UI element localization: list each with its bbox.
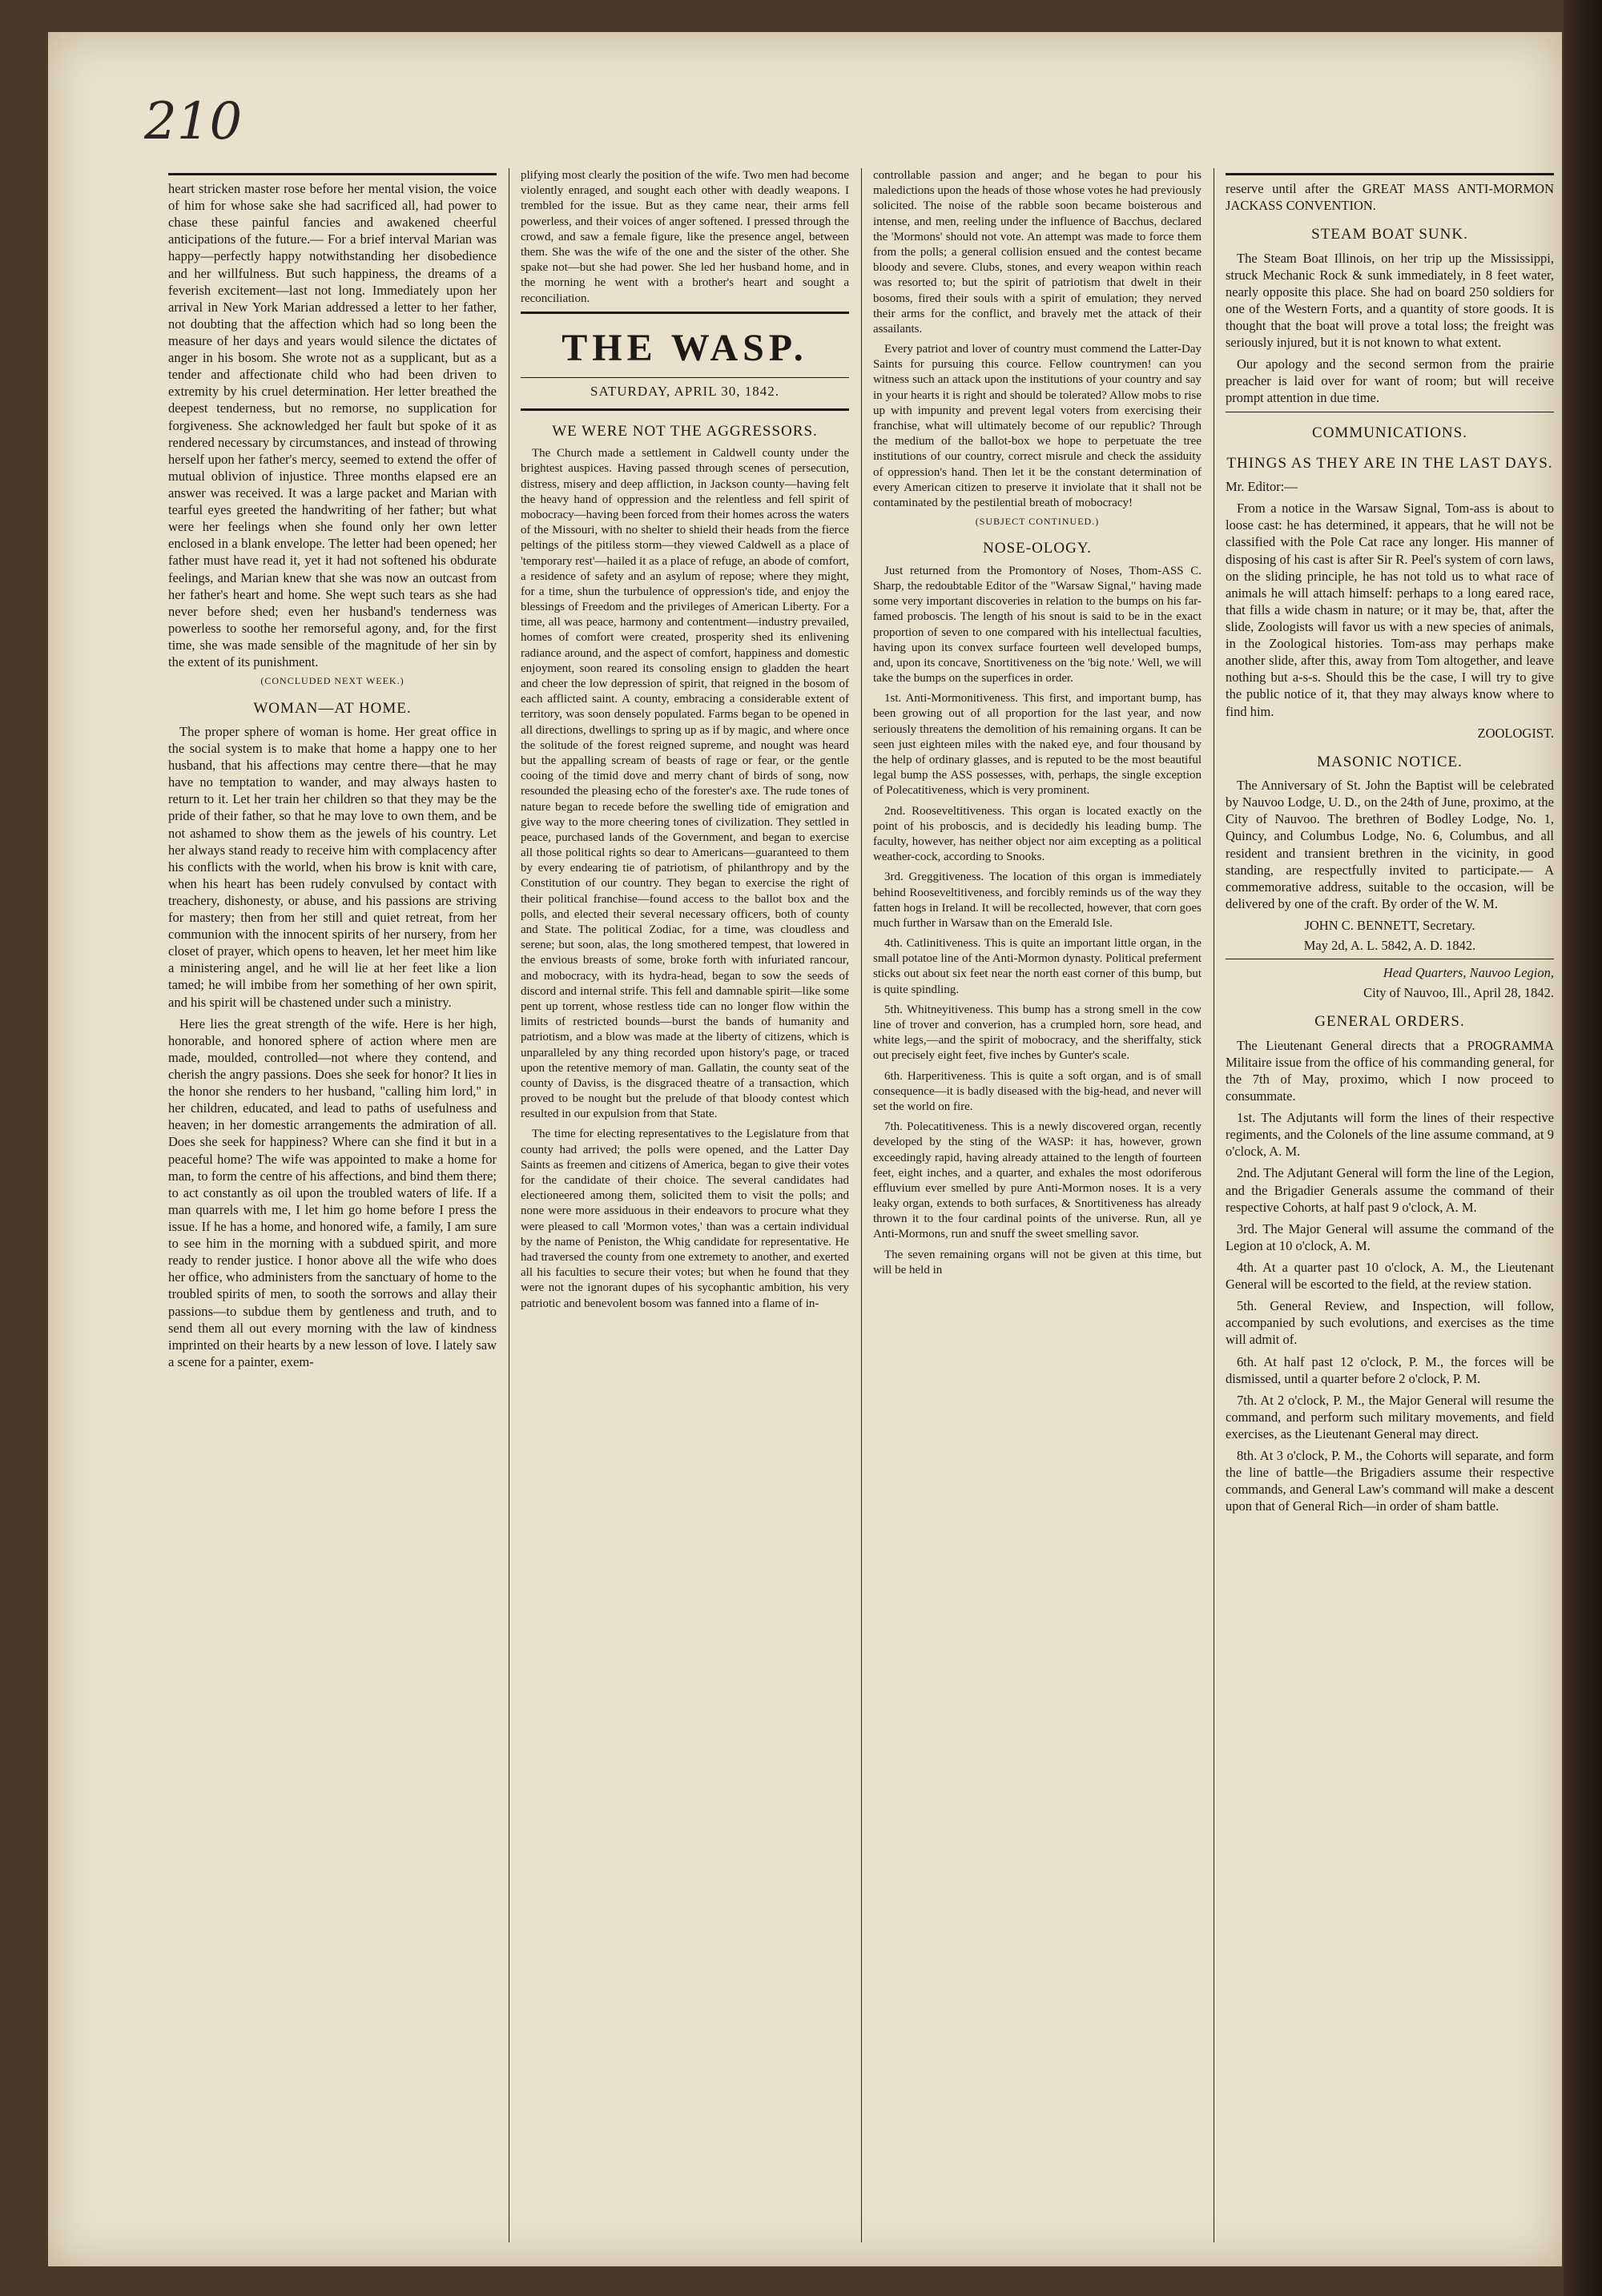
masthead: THE WASP. <box>562 326 808 369</box>
dateline: SATURDAY, APRIL 30, 1842. <box>590 384 779 400</box>
masonic-date: May 2d, A. L. 5842, A. D. 1842. <box>1303 938 1476 954</box>
aggressors-paragraph: Every patriot and lover of country must commend the Latter-Day Saints for pursuing this cource. Fellow countrymen! can you witness such an attack upon the institutions of your country and say in your hearts it is right and should be tolerated? Allow mobs to rise up with impunity and prevent legal voters from exercising their franchise, what will ultimately become of our republic? Through the medium of the ballot-box we hope to perpetuate the tree institutions of our country, correct misrule and check the assiduity of oppression's hand. Then let it be the constant determination of every American citizen to preserve it inviolate that it shall not be contaminated by the pestilential breath of mobocracy! <box>873 343 1202 509</box>
column-1 <box>168 168 497 2242</box>
nose-continued: reserve until after the GREAT MASS ANTI-MORMON JACKASS CONVENTION. <box>1226 181 1554 214</box>
top-rule <box>168 173 497 175</box>
nose-paragraph: 1st. Anti-Mormonitiveness. This first, and important bump, has been growing out of all proportion for the last year, and now seriously threatens the demolition of his remaining organs. It can be seen just eighteen miles with the naked eye, and four thousand by the help of ordinary glasses, and is reputed to be the most beautiful legal bump the ASS possesses, with, perhaps, the single exception of Polecatitiveness, which is very prominent. <box>873 692 1202 798</box>
aggressors-heading: WE WERE NOT THE AGGRESSORS. <box>552 422 818 440</box>
nose-ology-heading: NOSE-OLOGY. <box>983 540 1092 557</box>
hq-line: Head Quarters, Nauvoo Legion, <box>1383 965 1554 981</box>
orders-paragraph: 3rd. The Major General will assume the command of the Legion at 10 o'clock, A. M. <box>1226 1220 1554 1253</box>
woman-paragraph: Here lies the great strength of the wife. Here is her high, honorable, and honored sphere of action where men are made, moulded, controlled—not where they contend, and cherish the angry passions. Does she seek for honor? It lies in the honor she renders to her husband, "calling him lord," in her children, educated, and lead to paths of usefulness and heaven; in her domestic arrangements the admiration of all. Does she seek for happiness? Where can she find it but in a peaceful home? The wife was appointed to make a home for man, to form the centre of his affections, and bind them there; to act constantly as oil upon the troubled waters of life. If a man quarrels with me, I let him go home before I press the issue. If he has a home, and honored wife, a family, I am sure to see him in the morning with a subdued spirit, and more ready to render justice. I honor above all the wife who does her office, who administers from the sanctuary of home to the troubled spirits of men, to sooth the sorrows and allay their passions—to subdue them by gentleness and truth, and to send them all out every morning with the law of kindness imprinted on their hearts by a new lesson of love. I lately saw a scene for a painter, exem- <box>168 1015 497 1369</box>
masonic-heading: MASONIC NOTICE. <box>1317 753 1463 770</box>
columns <box>168 168 1554 2242</box>
column-2 <box>521 168 849 2242</box>
aggressors-continued: controllable passion and anger; and he began to pour his maledictions upon the heads of those whose votes he had previously solicited. The noise of the rabble soon became boisterous and intense, and men, reeling under the influence of Bacchus, declared the 'Mormons' should not vote. An attempt was made to force them from the polls; a general collision ensued and the contest became bloody and severe. Clubs, stones, and every weapon within reach was resorted to; but the spirit of patriotism that dwelt in their bosoms, fired their souls with a spirit of emulation; they nerved their arms for the conflict, and bravely met the attack of their assailants. <box>873 169 1202 336</box>
orders-paragraph: 4th. At a quarter past 10 o'clock, A. M., the Lieutenant General will be escorted to the field, at the review station. <box>1226 1260 1554 1293</box>
general-orders-heading: GENERAL ORDERS. <box>1314 1013 1465 1031</box>
salutation: Mr. Editor:— <box>1226 479 1298 495</box>
masthead-rule <box>521 377 849 378</box>
steam-boat-paragraph: The Steam Boat Illinois, on her trip up the Mississippi, struck Mechanic Rock & sunk immediately, in 8 feet water, nearly opposite this place. She had on board 250 soldiers for one of the Western Forts, and a quantity of store goods. It is thought that the boat will prove a total loss; the freight was seriously injured, but it is not known to what extent. <box>1226 250 1554 351</box>
nose-paragraph: 2nd. Rooseveltitiveness. This organ is located exactly on the point of his proboscis, and is decidedly his leading bump. The faculty, however, has neither object nor aim excepting as a political weather-cock, according to Snooks. <box>873 804 1202 864</box>
column-3 <box>873 168 1202 2242</box>
woman-at-home-heading: WOMAN—AT HOME. <box>253 699 412 717</box>
concluded-note: (CONCLUDED NEXT WEEK.) <box>260 675 405 687</box>
nose-paragraph: The seven remaining organs will not be given at this time, but will be held in <box>873 1248 1202 1277</box>
orders-paragraph: 5th. General Review, and Inspection, will follow, accompanied by such evolutions, and exercises as the time will admit of. <box>1226 1298 1554 1348</box>
nose-paragraph: Just returned from the Promontory of Noses, Thom-ASS C. Sharp, the redoubtable Editor of the "Warsaw Signal," having made some very important discoveries in relation to the bumps on his far-famed proboscis. The length of his snout is said to be in the exact proportion of seven to one compared with his intellectual faculties, having upon its convex surface fourteen well developed bumps, and, upon its concave, Snortitiveness on the 'big note.' Well, we will take the bumps on the superfices in order. <box>873 564 1202 686</box>
book-binding-edge <box>1564 0 1602 2296</box>
column-rule <box>861 168 862 2242</box>
steam-boat-heading: STEAM BOAT SUNK. <box>1311 226 1468 243</box>
woman-paragraph: The proper sphere of woman is home. Her great office in the social system is to make that home a happy one to her husband, that his affections may centre there—that he may have no temptation to wander, and may always hasten to return to it. Let her train her children so that they may be the pride of their father, so that he may love to own them, and be not ashamed to show them as the jewels of his country. Let her always stand ready to receive him with complacency after his conflicts with the world, when his brow is knit with care, when his heart has been rudely convulsed by contact with treachery, dishonesty, or abuse, and his passions are striving for mastery; then from her still and quiet retreat, from her communion with the innocent spirits of her nursery, from her closet of prayer, which opens to heaven, let her meet him like a ministering angel, and he will lie at her feet like a lion tamed; he will imbibe from her something of her own spirit, and his spirit will be chastened under such a ministry. <box>168 723 497 1010</box>
zoologist-signature: ZOOLOGIST. <box>1477 725 1554 741</box>
orders-paragraph: 8th. At 3 o'clock, P. M., the Cohorts will separate, and form the line of battle—the Brigadiers assume their respective commands, and General Law's command will make a descent upon that of General Rich—in order of sham battle. <box>1226 1448 1554 1514</box>
nose-paragraph: 5th. Whitneyitiveness. This bump has a strong smell in the cow line of trover and converion, has a crumpled horn, sore head, and white legs,—and the spirit of mobocracy, and the sheriffalty, stick out precisely eight feet, five inches by Gunter's scale. <box>873 1003 1202 1063</box>
page-number: 210 <box>144 92 243 151</box>
story-conclusion: heart stricken master rose before her mental vision, the voice of him for whose sake she had sacrificed all, had power to chase these painful fancies and awakened cheerful anticipations of the future.— For a brief interval Marian was happy—perfectly happy notwithstanding her disobedience and her willfulness. But such happiness, the dreams of a feverish excitement—last not long. Immediately upon her arrival in New York Marian addressed a letter to her father, not doubting that the affection which had so long been the measure of her days and years would silence the dictates of anger in his bosom. She wrote not as a supplicant, but as a tender and affectionate child who had been driven to extremity by his cruel determination. Her letter breathed the deepest tenderness, but no remorse, no supplication for forgiveness. She acknowledged her fault but spoke of it as rendered necessary by circumstances, and instead of throwing herself upon her father's mercy, seemed to extend the offer of mutual oblivion of injustice. Three months elapsed ere an answer was received. It was a large packet and Marian with tearful eyes greeted the handwriting of her father; but what were her feelings when she found only her own letter enclosed in a blank envelope. The letter had been opened; her father must have read it, yet it had not softened his obdurate feelings, and Marian knew that she was now an outcast from her father's heart and home. She wept such tears as she had never before shed; even her husband's tenderness was powerless to soothe her remorseful agony, and, for the first time, she was made sensible of the magnitude of her sin by the extent of its punishment. <box>168 181 497 670</box>
masonic-signature: JOHN C. BENNETT, Secretary. <box>1304 917 1475 933</box>
nose-paragraph: 7th. Polecatitiveness. This is a newly discovered organ, recently developed by the sting of the WASP: it has, however, grown exceedingly rapid, having already attained to the length of fourteen feet, eight inches, and a quarter, and exhales the most odoriferous effluvium ever smelled by pure Anti-Mormon noses. It is a very leaky organ, extends to both surfaces, & Snortitiveness has already thrown it to the four cardinal points of the universe. Run, all ye Anti-Mormons, run and snuff the sweet smelling savor. <box>873 1120 1202 1241</box>
nose-paragraph: 3rd. Greggitiveness. The location of this organ is immediately behind Rooseveltitiveness, and forcibly reminds us of the way they fatten hogs in Ireland. It will be recollected, however, that corn goes much further in Warsaw than on the Emerald Isle. <box>873 871 1202 930</box>
newspaper-page <box>48 32 1562 2266</box>
things-paragraph: From a notice in the Warsaw Signal, Tom-ass is about to loose cast: he has determined, it appears, that he will not be classified with the Pole Cat race any longer. His manner of disposing of his cast is after Sir R. Peel's system of corn laws, on the sliding principle, he has not told us to what race of animals he will attach himself: perhaps to a long eared race, that fills a wide chasm in nature; or it may be, that, after the slide, Zoologists will favor us with a new species of animals, in the Zoological histories. Tom-ass may perhaps make another slide, after this, away from Tom altogether, and leave nothing but a-s-s. Should this be the case, I will try to give the public notice of it, that they may always know where to find him. <box>1226 501 1554 719</box>
communications-heading: COMMUNICATIONS. <box>1312 424 1467 441</box>
masthead-rule <box>521 312 849 314</box>
apology-paragraph: Our apology and the second sermon from the prairie preacher is laid over for want of room; but will receive prompt attention in due time. <box>1226 356 1554 406</box>
continued-note: (SUBJECT CONTINUED.) <box>975 516 1100 528</box>
column-4 <box>1226 168 1554 2242</box>
hq-line: City of Nauvoo, Ill., April 28, 1842. <box>1363 985 1554 1001</box>
orders-paragraph: 7th. At 2 o'clock, P. M., the Major General will resume the command, and perform such military movements, and field exercises, as the Lieutenant General may direct. <box>1226 1392 1554 1442</box>
orders-paragraph: 1st. The Adjutants will form the lines of their respective regiments, and the Colonels of the line assume command, at 9 o'clock, A. M. <box>1226 1110 1554 1160</box>
orders-paragraph: The Lieutenant General directs that a PROGRAMMA Militaire issue from the office of his commanding general, for the 7th of May, proximo, which I now proceed to consummate. <box>1226 1037 1554 1104</box>
things-heading: THINGS AS THEY ARE IN THE LAST DAYS. <box>1226 454 1553 472</box>
masthead-rule <box>521 408 849 411</box>
orders-paragraph: 6th. At half past 12 o'clock, P. M., the forces will be dismissed, until a quarter before 2 o'clock, P. M. <box>1226 1353 1554 1386</box>
top-rule <box>1226 173 1554 175</box>
nose-paragraph: 4th. Catlinitiveness. This is quite an important little organ, in the small potatoe line of the Anti-Mormon dynasty. Political preferment sticks out about six feet near the north east corner of this bump, but is quite spindling. <box>873 937 1202 996</box>
woman-continued: plifying most clearly the position of the wife. Two men had become violently enraged, and sought each other with deadly weapons. I trembled for the issue. But as they came near, their arms fell powerless, and their voices of anger softened. I pressed through the crowd, and saw a female figure, like the presence angel, between them. She was the wife of the one and the sister of the other. She spake not—but she had power. She led her husband home, and in the morning he went with a brother's heart and sought a reconciliation. <box>521 169 849 305</box>
orders-paragraph: 2nd. The Adjutant General will form the line of the Legion, and the Brigadier Generals assume the command of their respective Cohorts, at half past 9 o'clock, A. M. <box>1226 1165 1554 1215</box>
masonic-paragraph: The Anniversary of St. John the Baptist will be celebrated by Nauvoo Lodge, U. D., on the 24th of June, proximo, at the City of Nauvoo. The brethren of Bodley Lodge, No. 1, Quincy, and Columbus Lodge, No. 6, Columbus, and all resident and transient brethren in the vicinity, in good standing, are respectfully invited to participate.— A commemorative address, suitable to the occasion, will be delivered by one of the craft. By order of the W. M. <box>1226 778 1554 911</box>
nose-paragraph: 6th. Harperitiveness. This is quite a soft organ, and is of small consequence—it is badly diseased with the big-head, and never will set the world on fire. <box>873 1069 1202 1113</box>
aggressors-paragraph: The Church made a settlement in Caldwell county under the brightest auspices. Having passed through scenes of persecution, distress, misery and deep affliction, in Jackson county—having felt the heavy hand of oppression and the relentless and fell spirit of mobocracy—having been forced from their homes across the waters of the Missouri, with no shelter to shield their heads from the fierce peltings of the pitiless storm—they viewed Caldwell as a place of 'temporary rest'—hailed it as a place of refuge, an abode of comfort, a residence of safety and an asylum of repose; where they might, for a time, shun the turbulence of oppression's tide, and enjoy the blessings of Freedom and the privileges of American Liberty. For a time, all was peace, harmony and contentment—industry prevailed, homes of comfort were created, prosperity shed its enlivening radiance around, and the aspect of comfort, happiness and domestic enjoyment, soon reared its consoling ensign to gladden the heart and cheer the low depression of spirit, that reigned in the bosom of each afflicted saint. A county, embracing a considerable extent of territory, was soon densely populated. Farms began to be opened in all directions, dwellings to spring up as if by magic, and where once the solitude of the forest reigned supreme, and nought was heard but the appalling scream of beasts of rage or fear, or the gentle cooing of the timid dove and merry chant of birds of song, now resounded the pleasing echo of the forester's axe. The rude tones of nature began to recede before the swelling tide of emigration and give way to the more cheering tones of civilization. They settled in peace, purchased lands of the Government, and began to exercise all those political rights so dear to Americans—guaranteed to them by every endearing tie of patriotism, of philanthropy and by the Constitution of our country. They began to exercise the right of their political franchise—found access to the ballot box and the polls, and elected their several necessary officers, both of county and State. The political Zodiac, for a time, was cloudless and serene; but soon, alas, the long smothered tempest, that lowered in the envious breasts of some, broke forth with infuriated rancour, and mobocracy, with its hydra-head, began to sow the seeds of discord and internal strife. This fell and damnable spirit—like some pent up torrent, whose restless tide can no longer flow within the limits of restricted bounds—burst the bands of humanity and patriotism, and a blow was made at the liberty of citizens, which is unparalleled by any thing recorded upon history's page, or traced upon the retentive memory of man. Gallatin, the county seat of the county of Daviss, is the disgraced theatre of a transaction, which proved to be nought but the prelude of that bloody contest which resulted in our expulsion from that State. <box>521 447 849 1121</box>
aggressors-paragraph: The time for electing representatives to the Legislature from that county had arrived; the polls were opened, and the Latter Day Saints as freemen and citizens of America, began to give their votes for the candidate of their choice. The several candidates had electioneered among them, solicited them to visit the polls; and none were more assiduous in their endeavors to procure what they were pleased to call 'Mormon votes,' than was a certain individual by the name of Peniston, the Whig candidate for representative. He had traversed the county from one extremety to another, and exerted all his faculties to secure their votes; but when he found that they were not the ignorant dupes of his sycophantic ambition, his very patriotic and benevolent bosom was fanned into a flame of in- <box>521 1128 849 1310</box>
